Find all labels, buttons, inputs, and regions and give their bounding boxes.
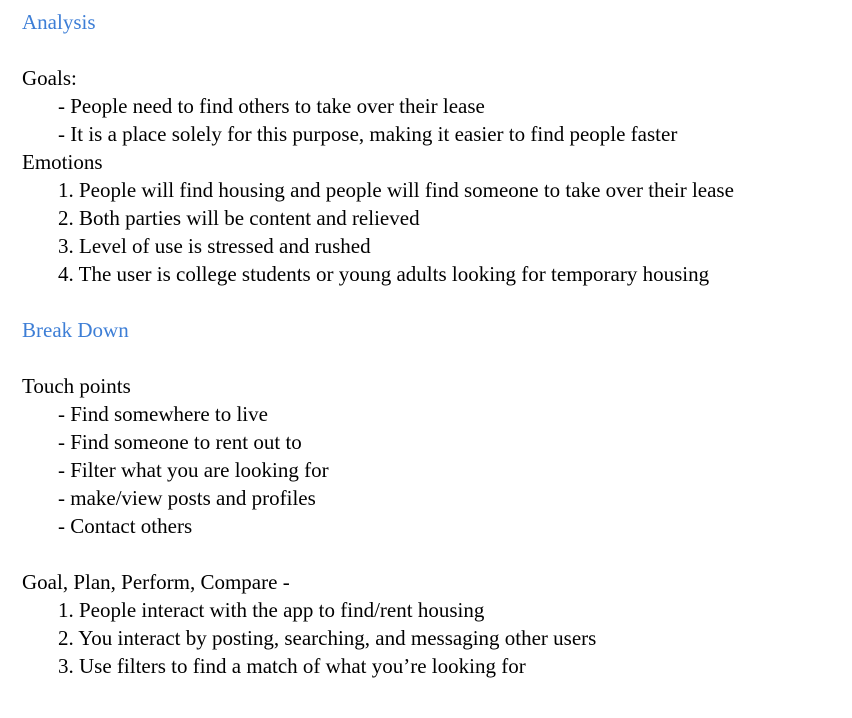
emotions-item: 4. The user is college students or young adults looking for temporary housing xyxy=(58,262,710,286)
gppc-item: 1. People interact with the app to find/rent housing xyxy=(58,598,485,622)
touchpoints-item: - make/view posts and profiles xyxy=(58,486,316,510)
goals-item: - People need to find others to take over their lease xyxy=(58,94,485,118)
emotions-item: 2. Both parties will be content and relieved xyxy=(58,206,420,230)
goals-label: Goals: xyxy=(22,66,77,90)
touchpoints-label: Touch points xyxy=(22,374,131,398)
gppc-item: 2. You interact by posting, searching, and messaging other users xyxy=(58,626,597,650)
touchpoints-item: - Contact others xyxy=(58,514,193,538)
touchpoints-item: - Filter what you are looking for xyxy=(58,458,329,482)
touchpoints-item: - Find somewhere to live xyxy=(58,402,268,426)
spacer xyxy=(22,36,842,64)
analysis-heading: Analysis xyxy=(22,10,96,34)
document-body xyxy=(22,8,842,680)
emotions-item: 1. People will find housing and people will find someone to take over their lease xyxy=(58,178,734,202)
emotions-item: 3. Level of use is stressed and rushed xyxy=(58,234,371,258)
goals-item: - It is a place solely for this purpose, making it easier to find people faster xyxy=(58,122,678,146)
emotions-label: Emotions xyxy=(22,150,103,174)
gppc-label: Goal, Plan, Perform, Compare - xyxy=(22,570,290,594)
spacer xyxy=(22,540,842,568)
touchpoints-item: - Find someone to rent out to xyxy=(58,430,302,454)
breakdown-heading: Break Down xyxy=(22,318,129,342)
spacer xyxy=(22,288,842,316)
spacer xyxy=(22,344,842,372)
gppc-item: 3. Use filters to find a match of what you’re looking for xyxy=(58,654,526,678)
